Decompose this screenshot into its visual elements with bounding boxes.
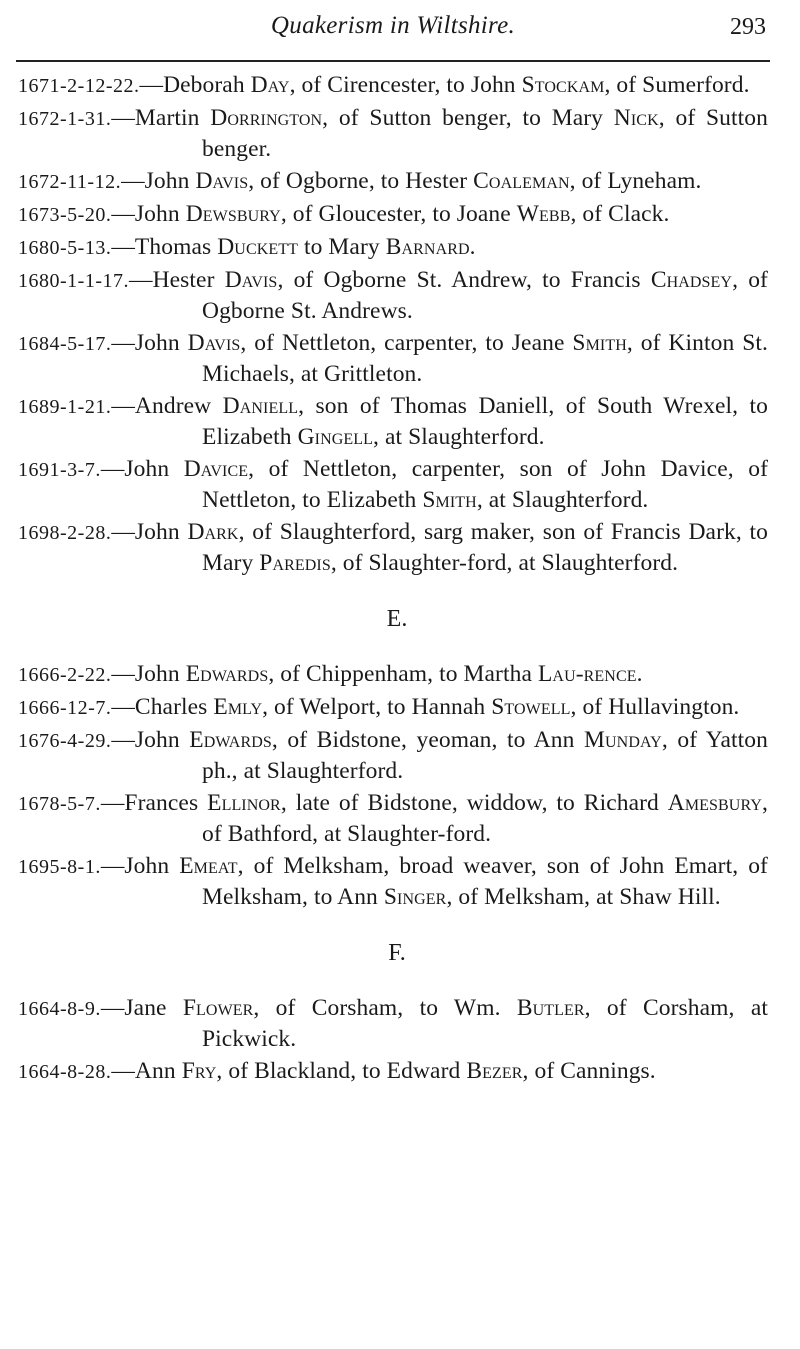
entry-text: , of Hullavington. bbox=[570, 694, 740, 720]
entry-text: , of Sutton benger, to Mary bbox=[322, 105, 614, 131]
entry-surname: Davice bbox=[183, 456, 249, 482]
register-section bbox=[18, 70, 768, 578]
entry-text: —Thomas bbox=[111, 234, 218, 260]
entry-date: 1698-2-28. bbox=[18, 522, 112, 544]
entry-date: 1666-12-7. bbox=[18, 697, 112, 719]
entry-text: —Jane bbox=[100, 995, 183, 1021]
entry-text: , late of Bidstone, widdow, to Richard bbox=[280, 790, 668, 816]
entry-text: , of Sutton benger. bbox=[202, 105, 768, 162]
entry-surname: Munday bbox=[584, 727, 662, 753]
marriage-entry bbox=[18, 993, 768, 1054]
entry-text: . bbox=[469, 234, 476, 260]
header-rule bbox=[16, 60, 770, 62]
entry-text: , of Ogborne St. Andrew, to Francis bbox=[277, 267, 651, 293]
entry-date: 1673-5-20. bbox=[18, 204, 112, 226]
entry-text: —John bbox=[111, 330, 188, 356]
entry-text: —Charles bbox=[111, 694, 214, 720]
entry-surname: Barnard bbox=[385, 234, 470, 260]
page-header bbox=[18, 12, 768, 48]
entry-text: —Hester bbox=[128, 267, 225, 293]
entry-date: 1691-3-7. bbox=[18, 459, 101, 481]
entry-text: . bbox=[636, 661, 643, 687]
entry-text: —John bbox=[100, 853, 180, 879]
entry-text: , of Melksham, broad weaver, son of John Emart, of Melksham, to Ann bbox=[202, 853, 768, 910]
entry-surname: Day bbox=[250, 72, 290, 98]
entry-date: 1680-5-13. bbox=[18, 237, 112, 259]
marriage-entry bbox=[18, 454, 768, 515]
entry-surname: Chadsey bbox=[650, 267, 733, 293]
entry-text: , of Melksham, at Shaw Hill. bbox=[446, 884, 721, 910]
entry-text: , of Welport, to Hannah bbox=[262, 694, 492, 720]
entry-text: , of Corsham, at Pickwick. bbox=[202, 995, 768, 1052]
entry-text: , of Slaughterford, sarg maker, son of Francis Dark, to Mary bbox=[202, 519, 768, 576]
entry-date: 1672-1-31. bbox=[18, 108, 112, 130]
running-title: Quakerism in Wiltshire. bbox=[270, 12, 516, 39]
entry-surname: Stowell bbox=[491, 694, 571, 720]
entry-surname: Singer bbox=[383, 884, 447, 910]
entry-surname: Emeat bbox=[179, 853, 238, 879]
entry-date: 1676-4-29. bbox=[18, 730, 112, 752]
marriage-entry bbox=[18, 1056, 768, 1087]
marriage-entry bbox=[18, 788, 768, 849]
entry-surname: Dewsbury bbox=[185, 201, 281, 227]
entry-text: —Ann bbox=[111, 1058, 182, 1084]
marriage-entry bbox=[18, 328, 768, 389]
marriage-entry bbox=[18, 70, 768, 101]
entry-date: 1680-1-1-17. bbox=[18, 270, 129, 292]
entry-text: , at Slaughterford. bbox=[373, 424, 545, 450]
marriage-entry bbox=[18, 103, 768, 164]
page-number: 293 bbox=[730, 14, 766, 40]
entry-text: , at Slaughterford. bbox=[476, 487, 649, 513]
entry-text: , of Sumerford. bbox=[604, 72, 750, 98]
entry-surname: Edwards bbox=[189, 727, 272, 753]
section-letter: F. bbox=[388, 940, 406, 966]
entry-surname: Coaleman bbox=[473, 168, 570, 194]
entry-text: , of Cannings. bbox=[522, 1058, 656, 1084]
entry-surname: Dorrington bbox=[210, 105, 323, 131]
marriage-entry bbox=[18, 692, 768, 723]
entry-text: , of Kinton St. Michaels, at Grittleton. bbox=[202, 330, 768, 387]
entry-text: , son of Thomas Daniell, of South Wrexel, to Elizabeth bbox=[202, 393, 769, 450]
marriage-entry bbox=[18, 199, 768, 230]
entry-date: 1666-2-22. bbox=[18, 664, 112, 686]
entry-surname: Daniell bbox=[222, 393, 299, 419]
marriage-entry bbox=[18, 725, 768, 786]
entry-text: , of Ogborne St. Andrews. bbox=[202, 267, 768, 324]
marriage-entry bbox=[18, 391, 768, 452]
entry-text: , of Cirencester, to John bbox=[289, 72, 522, 98]
entry-surname: Bezer bbox=[466, 1058, 523, 1084]
entry-text: —John bbox=[111, 661, 186, 687]
entry-text: , of Gloucester, to Joane bbox=[280, 201, 517, 227]
entry-surname: Fry bbox=[181, 1058, 217, 1084]
entry-text: —Martin bbox=[111, 105, 211, 131]
register-section bbox=[18, 606, 768, 912]
entry-text: , of Bathford, at Slaughter-ford. bbox=[202, 790, 768, 847]
entry-text: —Deborah bbox=[139, 72, 251, 98]
entry-text: —John bbox=[100, 456, 184, 482]
entry-surname: Webb bbox=[516, 201, 571, 227]
marriage-entry bbox=[18, 659, 768, 690]
entry-date: 1689-1-21. bbox=[18, 396, 112, 418]
entry-text: , of Yatton ph., at Slaughterford. bbox=[202, 727, 768, 784]
marriage-entry bbox=[18, 166, 768, 197]
entry-text: , of Chippenham, to Martha bbox=[268, 661, 538, 687]
entry-surname: Davis bbox=[195, 168, 249, 194]
marriage-entry bbox=[18, 265, 768, 326]
entry-surname: Davis bbox=[224, 267, 278, 293]
entry-text: , of Nettleton, carpenter, son of John Davice, of Nettleton, to Elizabeth bbox=[202, 456, 768, 513]
entry-surname: Lau-rence bbox=[537, 661, 637, 687]
entry-surname: Stockam bbox=[521, 72, 605, 98]
entry-text: , of Lyneham. bbox=[569, 168, 702, 194]
entry-text: —Frances bbox=[100, 790, 208, 816]
entry-text: —John bbox=[121, 168, 196, 194]
entry-date: 1695-8-1. bbox=[18, 856, 101, 878]
entry-surname: Edwards bbox=[185, 661, 269, 687]
entry-date: 1664-8-28. bbox=[18, 1061, 112, 1083]
entry-text: —John bbox=[111, 727, 190, 753]
entry-surname: Amesbury bbox=[667, 790, 763, 816]
entry-text: to Mary bbox=[298, 234, 386, 260]
entry-surname: Smith bbox=[422, 487, 477, 513]
entry-text: , of Ogborne, to Hester bbox=[248, 168, 474, 194]
marriage-entry bbox=[18, 517, 768, 578]
entry-surname: Smith bbox=[572, 330, 627, 356]
register-section bbox=[18, 940, 768, 1087]
entry-date: 1671-2-12-22. bbox=[18, 75, 140, 97]
entry-surname: Dark bbox=[187, 519, 239, 545]
entry-text: —John bbox=[111, 519, 188, 545]
entry-text: , of Corsham, to Wm. bbox=[253, 995, 517, 1021]
entry-surname: Paredis bbox=[259, 550, 331, 576]
entry-text: , of Slaughter-ford, at Slaughterford. bbox=[330, 550, 679, 576]
entry-text: , of Bidstone, yeoman, to Ann bbox=[271, 727, 585, 753]
marriage-entry bbox=[18, 232, 768, 263]
entry-surname: Emly bbox=[213, 694, 263, 720]
entry-date: 1672-11-12. bbox=[18, 171, 122, 193]
entry-surname: Nick bbox=[613, 105, 659, 131]
entry-surname: Ellinor bbox=[207, 790, 281, 816]
entry-text: , of Clack. bbox=[570, 201, 670, 227]
entry-text: —John bbox=[111, 201, 186, 227]
section-letter: E. bbox=[386, 606, 408, 632]
entry-surname: Butler bbox=[516, 995, 585, 1021]
entry-date: 1678-5-7. bbox=[18, 793, 101, 815]
entry-surname: Duckett bbox=[217, 234, 298, 260]
entry-surname: Gingell bbox=[297, 424, 374, 450]
entry-date: 1684-5-17. bbox=[18, 333, 112, 355]
marriage-entry bbox=[18, 851, 768, 912]
entry-surname: Davis bbox=[187, 330, 241, 356]
entry-text: , of Blackland, to Edward bbox=[216, 1058, 467, 1084]
entry-surname: Flower bbox=[182, 995, 254, 1021]
entry-text: —Andrew bbox=[111, 393, 223, 419]
entry-date: 1664-8-9. bbox=[18, 998, 101, 1020]
entry-text: , of Nettleton, carpenter, to Jeane bbox=[240, 330, 573, 356]
page-body bbox=[18, 70, 768, 1089]
